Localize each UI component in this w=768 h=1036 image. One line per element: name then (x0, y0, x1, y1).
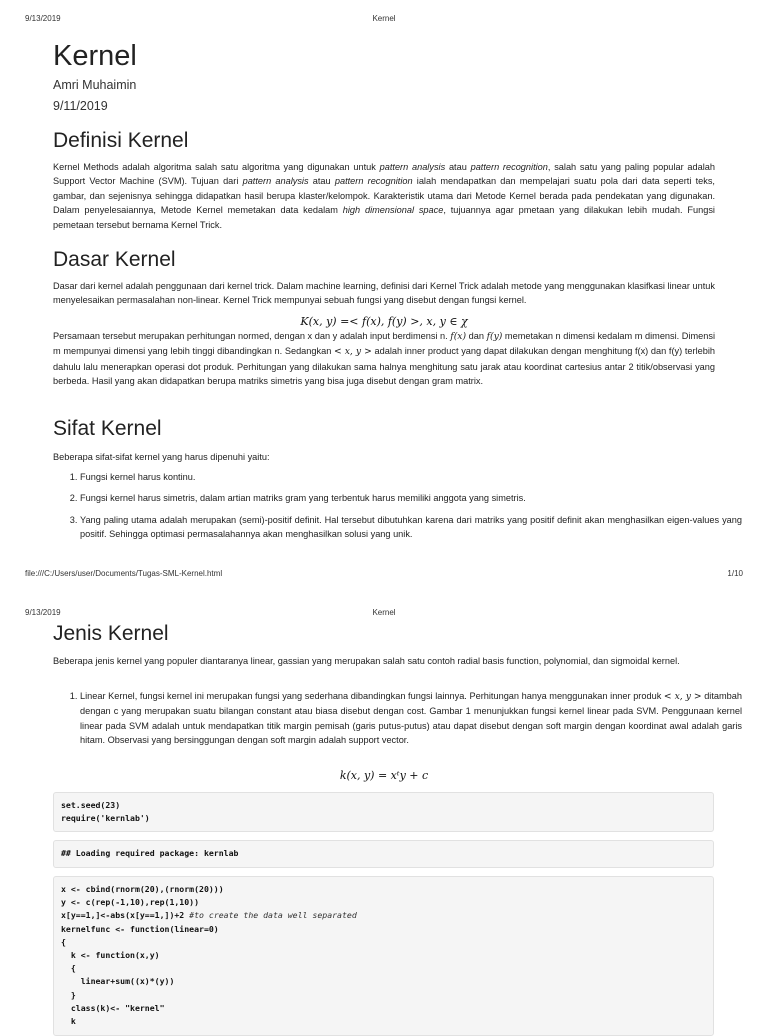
header-title: Kernel (372, 608, 396, 617)
footer-page-number: 1/10 (727, 569, 743, 578)
header-date: 9/13/2019 (25, 14, 61, 23)
jenis-list (53, 689, 742, 755)
list-item: 1. Linear Kernel, fungsi kernel ini merupakan fungsi yang sederhana dibandingkan fungsi lainnya. Perhitungan hanya menggunakan inner produk < x, y > ditambah dengan c yang merupakan suatu bilangan constant atau biasa disebut dengan cost. Gambar 1 menunjukkan fungsi kernel linear pada SVM. Penggunaan kernel linear pada SVM adalah untuk mendapatkan titik margin pemisah (garis putus-putus) atau dapat disebut dengan soft margin dengan koordinat awal adalah garis hitam. Observasi yang bersinggungan dengan soft margin adalah support vector. (80, 689, 742, 748)
document-date: 9/11/2019 (53, 99, 108, 113)
section-heading-dasar: Dasar Kernel (53, 248, 176, 271)
linear-kernel-equation: k(x, y) = xᵗy + c (339, 769, 429, 782)
kernel-equation: K(x, y) =< f(x), f(y) >, x, y ∈ χ (300, 315, 468, 328)
dasar-paragraph-2: Persamaan tersebut merupakan perhitungan normed, dengan x dan y adalah input berdimensi n. f(x) dan f(y) memetakan n dimensi kedalam m dimensi. Dimensi m mempunyai dimensi yang lebih tinggi dibandingkan n. Sedangkan < x, y > adalah inner product yang dapat dilakukan dengan menghitung f(x) dan f(y) terlebih dahulu lalu menerapkan operasi dot produk. Perhitungan yang dilakukan sama halnya menghitung satu jarak atau koordinat cartesius antar 2 titik/observasi yang berbeda. Hasil yang akan didapatkan berupa matriks simetris yang bisa juga disebut dengan gram matrix. (53, 331, 715, 387)
list-item: 1. Fungsi kernel harus kontinu. (80, 470, 742, 484)
sifat-intro: Beberapa sifat-sifat kernel yang harus dipenuhi yaitu: (53, 452, 270, 462)
code-block-kernelfunc: x <- cbind(rnorm(20),(rnorm(20))) y <- c(rep(-1,10),rep(1,10)) x[y==1,]<-abs(x[y==1,])+2 #to create the data well separated kernelfunc <- function(linear=0) { k <- function(x,y) { linear+sum((x)*(y)) } class(k)<- "kernel" k (53, 876, 714, 1036)
list-item: 3. Yang paling utama adalah merupakan (semi)-positif definit. Hal tersebut dibutuhkan karena dari matriks yang positif definit akan menghasilkan eigen-values yang positif. Sehingga optimasi permasalahannya akan menghasilkan solusi yang unik. (80, 513, 742, 542)
definisi-paragraph: Kernel Methods adalah algoritma salah satu algoritma yang digunakan untuk pattern analysis atau pattern recognition, salah satu yang paling popular adalah Support Vector Machine (SVM). Tujuan dari pattern analysis atau pattern recognition ialah mendapatkan dan mempelajari suatu pola dari data seperti teks, gambar, dan sejenisnya sehingga didapatkan hasil berupa klaster/kelompok. Karakteristik utama dari Metode Kernel berada pada pendekatan yang digunakan. Dalam penyelesaiannya, Metode Kernel memetakan data kedalam high dimensional space, tujuannya agar pmetaan yang dilakukan lebih mudah. Fungsi pemetaan tersebut bernama Kernel Trick. (53, 162, 715, 230)
code-output-block: ## Loading required package: kernlab (53, 840, 714, 868)
header-title: Kernel (372, 14, 396, 23)
sifat-list (53, 470, 742, 549)
section-heading-sifat: Sifat Kernel (53, 417, 162, 440)
document-title: Kernel (53, 40, 137, 72)
section-heading-definisi: Definisi Kernel (53, 129, 189, 152)
author: Amri Muhaimin (53, 78, 137, 92)
section-heading-jenis: Jenis Kernel (53, 622, 169, 645)
header-date: 9/13/2019 (25, 608, 61, 617)
code-block-setup: set.seed(23) require('kernlab') (53, 792, 714, 832)
footer-path: file:///C:/Users/user/Documents/Tugas-SML-Kernel.html (25, 569, 223, 578)
jenis-intro: Beberapa jenis kernel yang populer diantaranya linear, gassian yang merupakan salah satu contoh radial basis function, polynomial, dan sigmoidal kernel. (53, 656, 680, 666)
list-item: 2. Fungsi kernel harus simetris, dalam artian matriks gram yang terbentuk harus memiliki anggota yang simetris. (80, 491, 742, 505)
dasar-paragraph-1: Dasar dari kernel adalah penggunaan dari kernel trick. Dalam machine learning, definisi dari Kernel Trick adalah metode yang menggunakan klasifkasi linear untuk menyelesaikan permasalahan non-linear. Kernel Trick mempunyai sebuah fungsi yang disebut dengan fungsi kernel. (53, 281, 715, 306)
